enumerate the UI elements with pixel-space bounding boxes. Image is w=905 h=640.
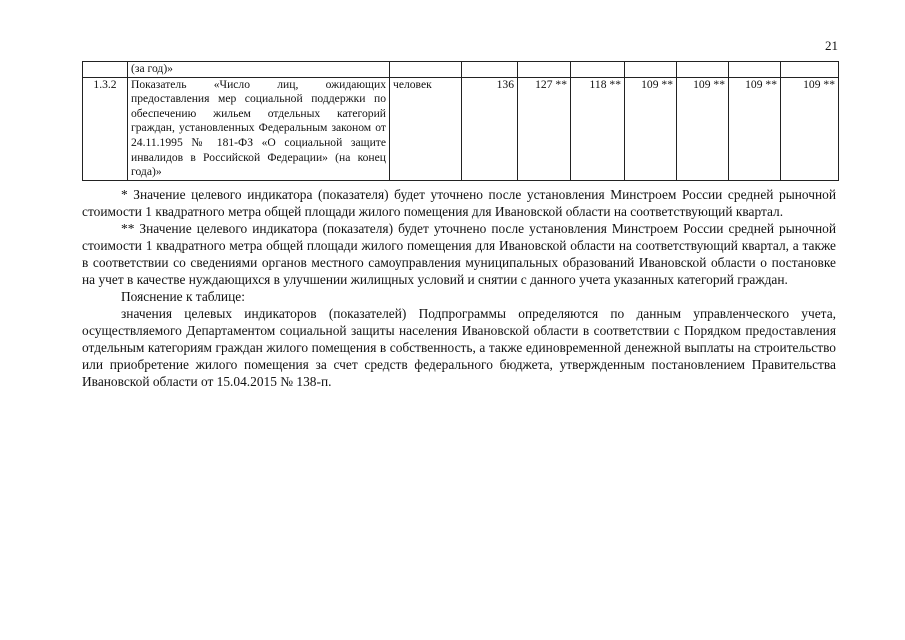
value-cell: 109 **: [677, 77, 729, 180]
value-cell: 136: [462, 77, 518, 180]
explanation-heading: Пояснение к таблице:: [121, 289, 245, 304]
table-row: [83, 77, 839, 180]
value-cell: 109 **: [625, 77, 677, 180]
table-cell: [571, 62, 625, 78]
footnote-double-asterisk: ** Значение целевого индикатора (показателя) будет уточнено после установления Минстроем России средней рыночной стоимости 1 квадратного метра общей площади жилого помещения для Ивановской области на соответствующий квартал, а также в соответствии со сведениями органов местного самоуправления муниципальных образований Ивановской области о постановке на учет в качестве нуждающихся в улучшении жилищных условий и снятии с данного учета указанных категорий граждан.: [82, 221, 836, 287]
value-cell: 109 **: [781, 77, 839, 180]
explanation-text: значения целевых индикаторов (показателей) Подпрограммы определяются по данным управленческого учета, осуществляемого Департаментом социальной защиты населения Ивановской области в соответствии с Порядком предоставления отдельным категориям граждан жилого помещения в собственность, а также единовременной денежной выплаты на строительство или приобретение жилого помещения за счет средств федерального бюджета, утвержденным постановлением Правительства Ивановской области от 15.04.2015 № 138-п.: [82, 306, 836, 389]
page-number: 21: [825, 38, 838, 53]
table-cell-description: (за год)»: [128, 62, 390, 78]
table-cell: [518, 62, 571, 78]
unit-cell: человек: [390, 77, 462, 180]
value-cell: 109 **: [729, 77, 781, 180]
row-number-cell: 1.3.2: [83, 77, 128, 180]
table-cell: [83, 62, 128, 78]
indicator-description-cell: Показатель «Число лиц, ожидающих предоставления мер социальной поддержки по обеспечению жильем отдельных категорий граждан, установленных Федеральным законом от 24.11.1995 № 181-ФЗ «О социальной защите инвалидов в Российской Федерации» (на конец года)»: [128, 77, 390, 180]
notes-section: [82, 186, 836, 390]
footnote-single-asterisk: * Значение целевого индикатора (показателя) будет уточнено после установления Минстроем России средней рыночной стоимости 1 квадратного метра общей площади жилого помещения для Ивановской области на соответствующий квартал.: [82, 187, 836, 219]
table-cell: [729, 62, 781, 78]
table-cell: [390, 62, 462, 78]
indicators-table: [82, 61, 839, 181]
value-cell: 127 **: [518, 77, 571, 180]
table-cell: [677, 62, 729, 78]
table-cell: [462, 62, 518, 78]
table-cell: [781, 62, 839, 78]
value-cell: 118 **: [571, 77, 625, 180]
table-row: [83, 62, 839, 78]
table-cell: [625, 62, 677, 78]
